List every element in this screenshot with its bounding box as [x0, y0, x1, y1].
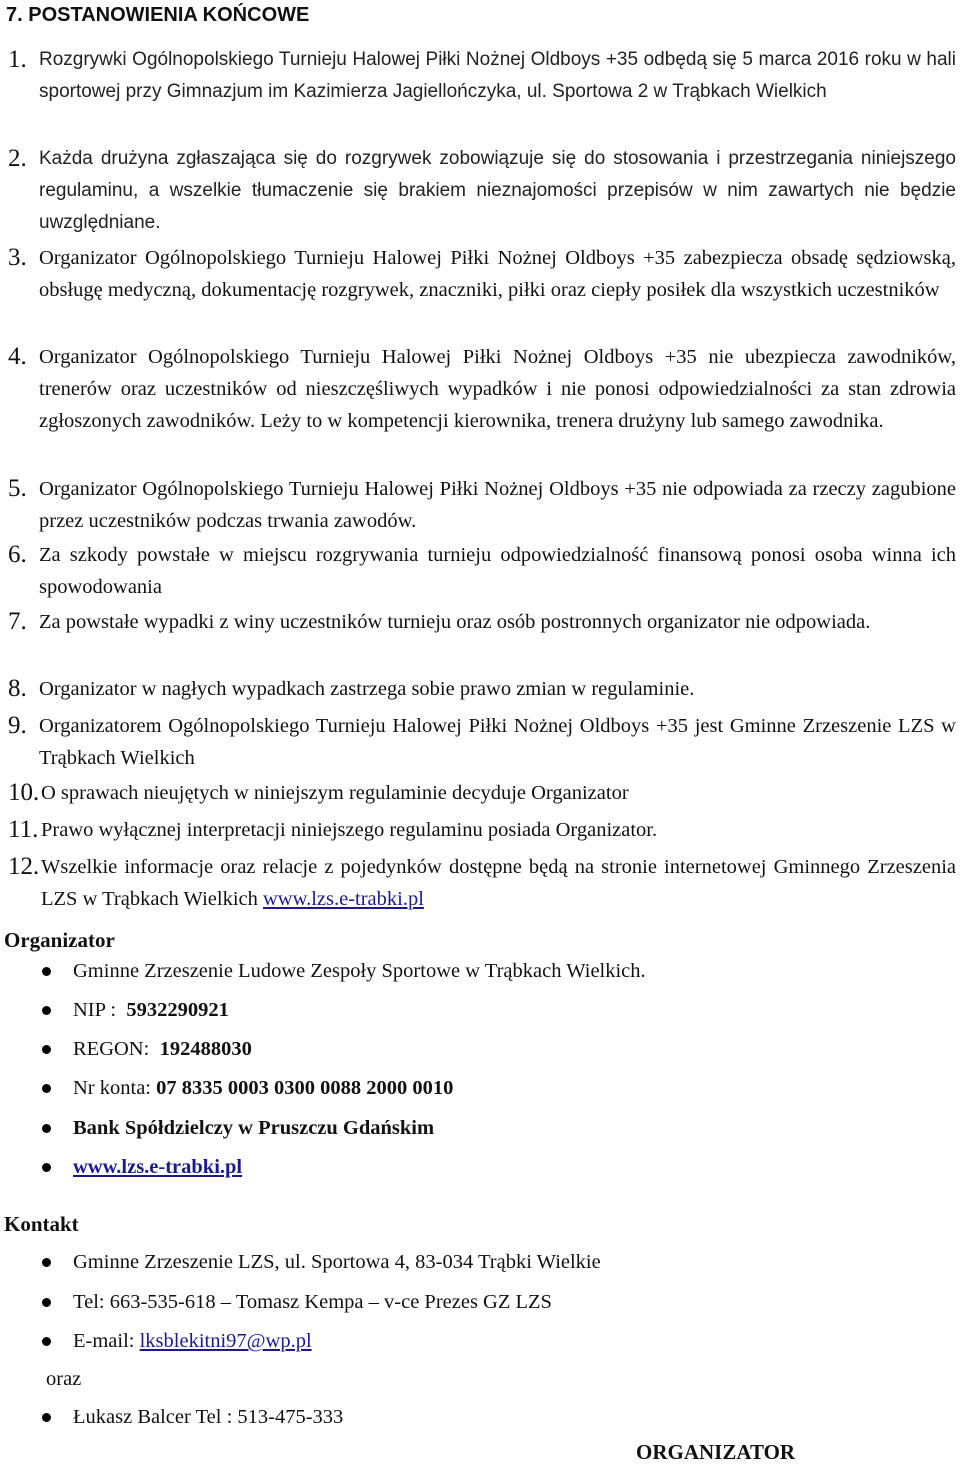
item-number: 11.	[8, 816, 39, 843]
item-text: Każda drużyna zgłaszająca się do rozgrywek zobowiązuje się do stosowania i przestrzegania niniejszego regulaminu, a wszelkie tłumaczenie się brakiem nieznajomości przepisów w nim zawartych nie będzie uwzględniane.	[39, 148, 956, 233]
list-item	[8, 539, 956, 603]
list-item	[8, 777, 956, 809]
list-item	[8, 673, 956, 705]
contact-phone: Tel: 663-535-618 – Tomasz Kempa – v-ce Prezes GZ LZS	[73, 1291, 552, 1313]
item-number: 3.	[8, 244, 27, 271]
bullet-icon	[42, 1258, 51, 1267]
bullet-icon	[42, 1045, 51, 1054]
organizer-name: Gminne Zrzeszenie Ludowe Zespoły Sportowe w Trąbkach Wielkich.	[73, 960, 646, 982]
list-item	[8, 341, 956, 437]
bullet-icon	[42, 1413, 51, 1422]
list-item	[30, 1287, 950, 1317]
email-line	[73, 1326, 312, 1356]
item-number: 10.	[8, 779, 40, 806]
nip-line	[73, 995, 229, 1025]
account-value: 07 8335 0003 0300 0088 2000 0010	[156, 1077, 454, 1099]
list-item	[30, 1247, 950, 1277]
signature: ORGANIZATOR	[636, 1440, 796, 1464]
item-number: 8.	[8, 675, 27, 702]
item-text: Organizatorem Ogólnopolskiego Turnieju Halowej Piłki Nożnej Oldboys +35 jest Gminne Zrzeszenie LZS w Trąbkach Wielkich	[39, 715, 956, 769]
section-title: 7. POSTANOWIENIA KOŃCOWE	[6, 4, 310, 26]
email-link[interactable]: lksblekitni97@wp.pl	[139, 1330, 312, 1352]
item-number: 12.	[8, 853, 40, 880]
regon-line	[73, 1034, 252, 1064]
bullet-icon	[42, 967, 51, 976]
item-number: 7.	[8, 608, 27, 635]
email-label: E-mail:	[73, 1330, 140, 1352]
item-number: 6.	[8, 541, 27, 568]
nip-value: 5932290921	[126, 999, 229, 1021]
list-item	[8, 606, 956, 638]
contact-address: Gminne Zrzeszenie LZS, ul. Sportowa 4, 83-034 Trąbki Wielkie	[73, 1251, 601, 1273]
second-contact: Łukasz Balcer Tel : 513-475-333	[73, 1406, 344, 1428]
item-number: 1.	[8, 46, 27, 73]
item-text: Za szkody powstałe w miejscu rozgrywania turnieju odpowiedzialność finansową ponosi osoba winna ich spowodowania	[39, 544, 956, 598]
item-text: O sprawach nieujętych w niniejszym regulaminie decyduje Organizator	[41, 782, 629, 804]
regon-value: 192488030	[159, 1038, 252, 1060]
list-item	[30, 1113, 950, 1143]
bullet-icon	[42, 1084, 51, 1093]
account-line	[73, 1073, 453, 1103]
bullet-icon	[42, 1006, 51, 1015]
list-item	[30, 956, 950, 986]
bank-name: Bank Spółdzielczy w Pruszczu Gdańskim	[73, 1117, 435, 1139]
list-item	[8, 814, 956, 846]
list-item	[8, 473, 956, 537]
list-item	[8, 44, 956, 108]
list-item	[8, 710, 956, 774]
bullet-icon	[42, 1298, 51, 1307]
bullet-icon	[42, 1124, 51, 1133]
organizer-website-link[interactable]: www.lzs.e-trabki.pl	[73, 1156, 243, 1178]
bullet-icon	[42, 1163, 51, 1172]
item-number: 2.	[8, 145, 27, 172]
list-item	[8, 242, 956, 306]
list-item	[30, 1152, 950, 1182]
item-number: 5.	[8, 475, 27, 502]
item-text: Prawo wyłącznej interpretacji niniejszego regulaminu posiada Organizator.	[41, 819, 658, 841]
nip-label: NIP :	[73, 999, 127, 1021]
item-text: Rozgrywki Ogólnopolskiego Turnieju Halowej Piłki Nożnej Oldboys +35 odbędą się 5 marca 2016 roku w hali sportowej przy Gimnazjum im Kazimierza Jagiellończyka, ul. Sportowa 2 w Trąbkach Wielkich	[39, 49, 956, 102]
website-link[interactable]: www.lzs.e-trabki.pl	[263, 888, 424, 910]
organizer-heading: Organizator	[4, 928, 115, 952]
list-item	[30, 1073, 950, 1103]
item-number: 9.	[8, 712, 27, 739]
item-number: 4.	[8, 343, 27, 370]
list-item	[8, 143, 956, 239]
list-item	[30, 1402, 950, 1432]
regon-label: REGON:	[73, 1038, 160, 1060]
list-item	[30, 1034, 950, 1064]
contact-heading: Kontakt	[4, 1212, 79, 1236]
list-item	[30, 995, 950, 1025]
item-text: Za powstałe wypadki z winy uczestników turnieju oraz osób postronnych organizator nie odpowiada.	[39, 611, 871, 633]
or-text: oraz	[46, 1368, 82, 1390]
item-text: Organizator Ogólnopolskiego Turnieju Halowej Piłki Nożnej Oldboys +35 zabezpiecza obsadę sędziowską, obsługę medyczną, dokumentację rozgrywek, znaczniki, piłki oraz ciepły posiłek dla wszystkich uczestników	[39, 247, 956, 301]
list-item	[8, 851, 956, 915]
item-text: Organizator w nagłych wypadkach zastrzega sobie prawo zmian w regulaminie.	[39, 678, 695, 700]
item-text: Wszelkie informacje oraz relacje z pojedynków dostępne będą na stronie internetowej Gminnego Zrzeszenia LZS w Trąbkach Wielkich www.lzs.e-trabki.pl	[41, 856, 956, 910]
item-text: Organizator Ogólnopolskiego Turnieju Halowej Piłki Nożnej Oldboys +35 nie odpowiada za rzeczy zagubione przez uczestników podczas trwania zawodów.	[39, 478, 956, 532]
item-text: Organizator Ogólnopolskiego Turnieju Halowej Piłki Nożnej Oldboys +35 nie ubezpiecza zawodników, trenerów oraz uczestników od nieszczęśliwych wypadków i nie ponosi odpowiedzialności za stan zdrowia zgłoszonych zawodników. Leży to w kompetencji kierownika, trenera drużyny lub samego zawodnika.	[39, 346, 956, 432]
account-label: Nr konta:	[73, 1077, 157, 1099]
list-item	[30, 1326, 950, 1356]
bullet-icon	[42, 1337, 51, 1346]
